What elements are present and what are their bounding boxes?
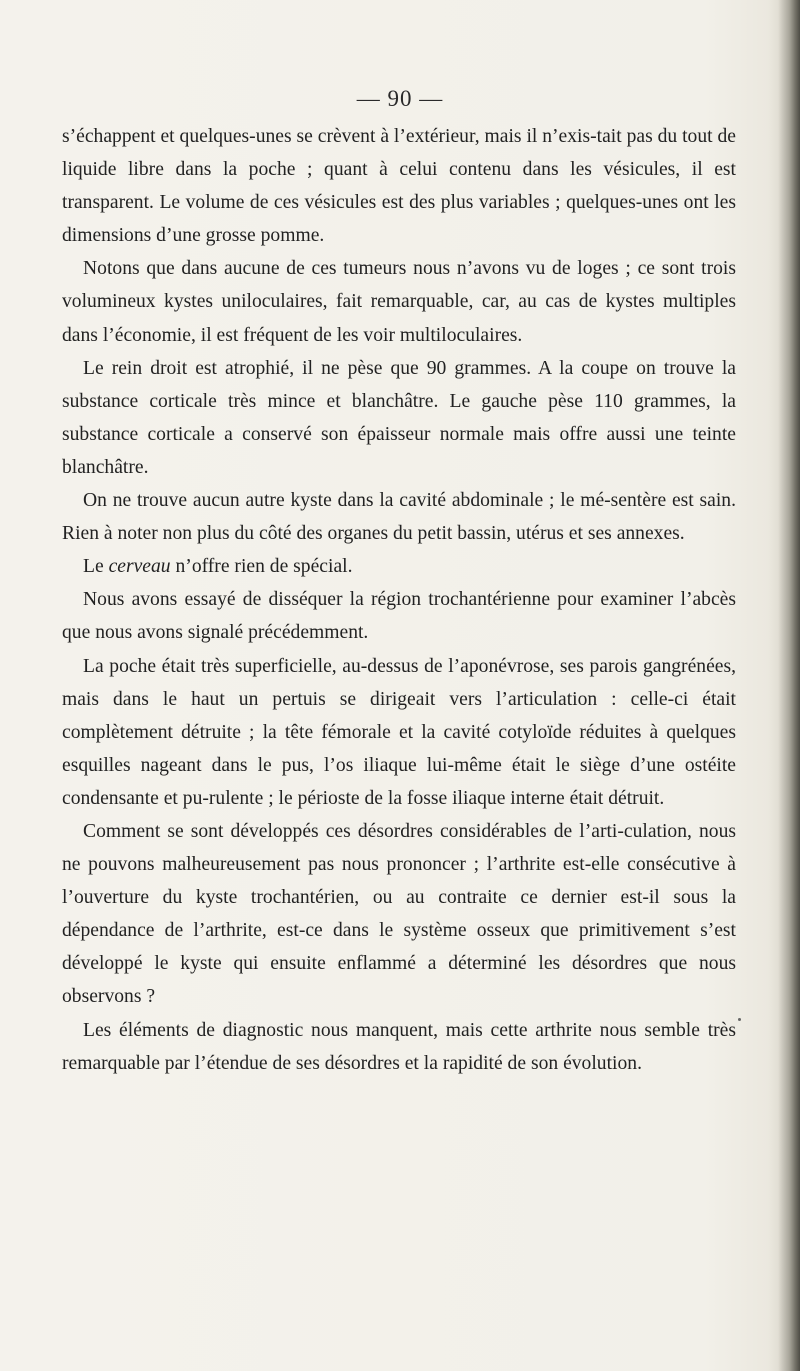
body-text [62,120,736,1080]
paragraph-9: Les éléments de diagnostic nous manquent, mais cette arthrite nous semble très remarquable par l’étendue de ses désordres et la rapidité de son évolution. [62,1019,736,1074]
paragraph-6: Nous avons essayé de disséquer la région trochantérienne pour examiner l’abcès que nous avons signalé précédemment. [62,589,736,644]
print-speck [738,1018,741,1021]
page-number: — 90 — [356,86,444,111]
brain-italic-word: cerveau [108,556,171,578]
brain-suffix: n’offre rien de spécial. [170,556,353,578]
paragraph-8: Comment se sont développés ces désordres considérables de l’arti-culation, nous ne pouvons malheureusement pas nous prononcer ; l’arthrite est-elle consécutive à l’ouverture du kyste trochantérien, ou au contraite ce dernier est-il sous la dépendance de l’arthrite, est-ce dans le système osseux que primitivement s’est développé le kyste qui ensuite enflammé a déterminé les désordres que nous observons ? [62,820,736,1008]
paragraph-3: Le rein droit est atrophié, il ne pèse que 90 grammes. A la coupe on trouve la substance corticale très mince et blanchâtre. Le gauche pèse 110 grammes, la substance corticale a conservé son épaisseur normale mais offre aussi une teinte blanchâtre. [62,357,736,478]
page-edge-shadow [778,0,800,1371]
paragraph-1: s’échappent et quelques-unes se crèvent à l’extérieur, mais il n’exis-tait pas du tout de liquide libre dans la poche ; quant à celui contenu dans les vésicules, il est transparent. Le volume de ces vésicules est des plus variables ; quelques-unes ont les dimensions d’une grosse pomme. [62,126,736,247]
paragraph-brain [62,550,736,583]
brain-prefix: Le [83,556,109,578]
paragraph-4: On ne trouve aucun autre kyste dans la cavité abdominale ; le mé-sentère est sain. Rien à noter non plus du côté des organes du petit bassin, utérus et ses annexes. [62,490,736,545]
paragraph-7: La poche était très superficielle, au-dessus de l’aponévrose, ses parois gangrénées, mais dans le haut un pertuis se dirigeait vers l’articulation : celle-ci était complètement détruite ; la tête fémorale et la cavité cotyloïde réduites à quelques esquilles nageant dans le pus, l’os iliaque lui-même était le siège d’une ostéite condensante et pu-rulente ; le périoste de la fosse iliaque interne était détruit. [62,655,736,809]
paragraph-2: Notons que dans aucune de ces tumeurs nous n’avons vu de loges ; ce sont trois volumineux kystes uniloculaires, fait remarquable, car, au cas de kystes multiples dans l’économie, il est fréquent de les voir multiloculaires. [62,258,736,346]
